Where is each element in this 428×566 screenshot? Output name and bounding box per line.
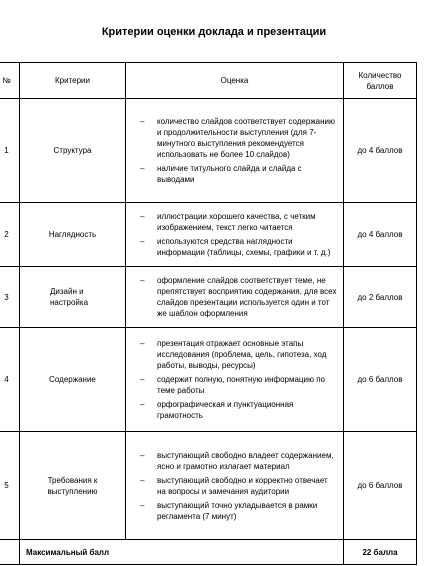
total-label-text: Максимальный балл xyxy=(26,547,110,557)
table-row xyxy=(0,99,417,203)
row-evaluation xyxy=(126,267,344,328)
row-num: 4 xyxy=(0,328,20,432)
dash-marker: – xyxy=(140,450,145,460)
list-item xyxy=(140,275,337,319)
row-evaluation xyxy=(126,203,344,267)
table-row xyxy=(0,432,417,540)
row-criterion xyxy=(20,203,126,267)
header-points xyxy=(344,63,417,99)
row-num: 2 xyxy=(0,203,20,267)
row-points: до 6 баллов xyxy=(344,328,417,432)
list-item-text: выступающий свободно владеет содержанием, ясно и грамотно излагает материал xyxy=(157,450,334,471)
table-header-row xyxy=(0,63,417,99)
header-num: № xyxy=(0,63,20,99)
list-item-text: орфографическая и пунктуационная грамотность xyxy=(157,400,294,420)
list-item xyxy=(140,500,337,522)
header-evaluation: Оценка xyxy=(126,63,344,99)
row-evaluation xyxy=(126,432,344,540)
total-row xyxy=(0,540,417,565)
dash-marker: – xyxy=(140,375,145,384)
list-item xyxy=(140,116,337,160)
row-criterion-label: Требования к выступлению xyxy=(47,475,98,496)
row-criterion xyxy=(20,267,126,328)
row-criterion xyxy=(20,99,126,203)
list-item-text: наличие титульного слайда и слайда с выводами xyxy=(157,164,302,184)
row-criterion-label: Содержание xyxy=(49,375,96,384)
list-item-text: используются средства наглядности информации (таблицы, схемы, графики и т. д.) xyxy=(157,237,331,257)
dash-marker: – xyxy=(140,276,145,285)
dash-marker: – xyxy=(140,400,145,409)
list-item-text: презентация отражает основные этапы исследования (проблема, цель, гипотеза, ход работы, выводы, ресурсы) xyxy=(157,339,327,370)
row-criterion-label: Дизайн и настройка xyxy=(50,287,89,307)
row-points: до 2 баллов xyxy=(344,267,417,328)
dash-marker: – xyxy=(140,212,145,221)
row-points: до 4 баллов xyxy=(344,99,417,203)
row-evaluation xyxy=(126,328,344,432)
header-points-label: Количество баллов xyxy=(358,70,402,91)
list-item xyxy=(140,211,337,233)
row-points: до 6 баллов xyxy=(344,432,417,540)
list-item-text: количество слайдов соответствует содержанию и продолжительности выступления (для 7-минутного выступления рекомендуется использовать не более 10 слайдов) xyxy=(157,117,336,159)
list-item-text: содержит полную, понятную информацию по теме работы xyxy=(157,375,325,395)
list-item xyxy=(140,236,337,258)
header-criteria: Критерии xyxy=(20,63,126,99)
dash-marker: – xyxy=(140,164,145,173)
dash-marker: – xyxy=(140,475,145,485)
list-item-text: выступающий свободно и корректно отвечает на вопросы и замечания аудитории xyxy=(157,475,328,496)
total-label xyxy=(20,540,344,565)
row-criterion-label: Структура xyxy=(53,146,92,155)
list-item-text: выступающий точно укладывается в рамки регламента (7 минут) xyxy=(157,500,318,521)
row-num: 1 xyxy=(0,99,20,203)
total-points: 22 балла xyxy=(344,540,417,565)
list-item xyxy=(140,163,337,185)
page-title: Критерии оценки доклада и презентации xyxy=(101,26,327,38)
row-num: 3 xyxy=(0,267,20,328)
total-num-cell xyxy=(0,540,20,565)
table-row xyxy=(0,267,417,328)
row-criterion xyxy=(20,432,126,540)
list-item xyxy=(140,374,337,396)
row-criterion-label: Наглядность xyxy=(48,230,97,239)
row-criterion xyxy=(20,328,126,432)
dash-marker: – xyxy=(140,117,145,126)
list-item-text: иллюстрации хорошего качества, с четким изображением, текст легко читается xyxy=(157,212,316,232)
row-num: 5 xyxy=(0,432,20,540)
table-row xyxy=(0,203,417,267)
table-row xyxy=(0,328,417,432)
list-item xyxy=(140,475,337,497)
list-item xyxy=(140,338,337,371)
list-item xyxy=(140,399,337,421)
dash-marker: – xyxy=(140,500,145,510)
criteria-table xyxy=(0,62,417,565)
dash-marker: – xyxy=(140,339,145,348)
list-item xyxy=(140,450,337,472)
row-evaluation xyxy=(126,99,344,203)
dash-marker: – xyxy=(140,237,145,246)
row-points: до 4 баллов xyxy=(344,203,417,267)
list-item-text: оформление слайдов соответствует теме, не препятствует восприятию содержания, для всех слайдов презентации используется один и тот же шаблон оформления xyxy=(157,276,337,318)
